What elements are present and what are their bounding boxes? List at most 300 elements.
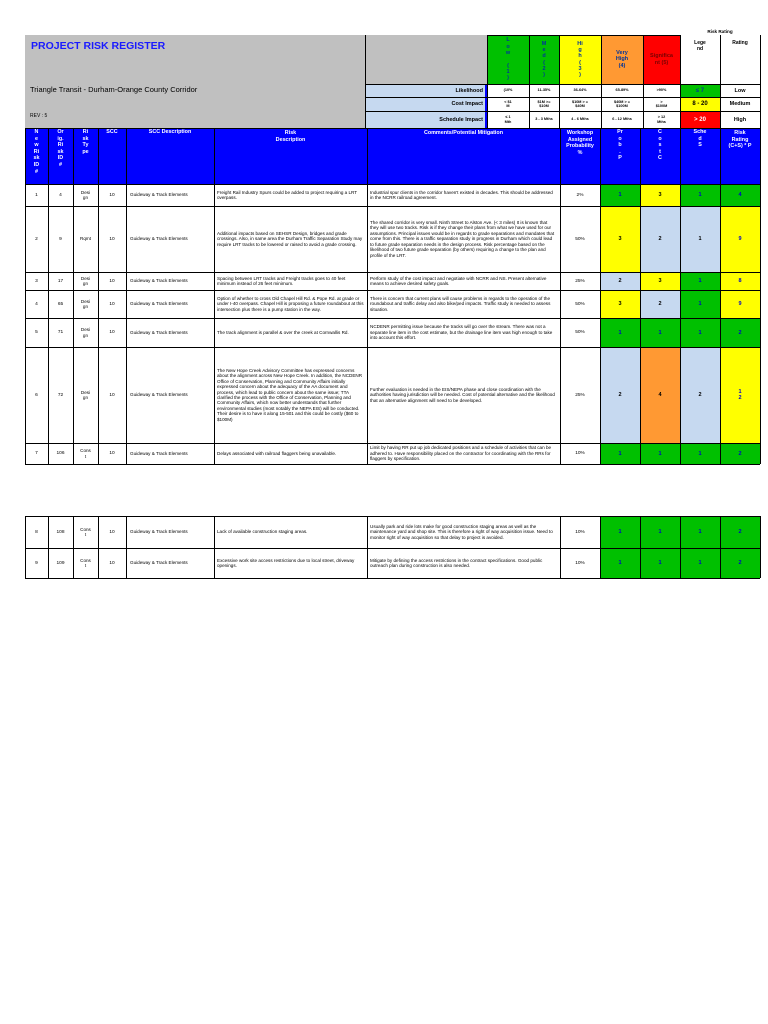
grid-line (600, 272, 601, 290)
probability-percent: 10% (575, 451, 585, 456)
scale-row-label: Schedule Impact (365, 111, 485, 128)
probability-score: 3 (600, 290, 640, 318)
risk-type: Rqmt (80, 236, 91, 242)
grid-line (126, 516, 127, 548)
grid-line (73, 272, 74, 290)
grid-line (760, 516, 761, 548)
scc-description: Guideway & Track Elements (130, 329, 188, 335)
grid-line (367, 272, 368, 290)
grid-line (720, 128, 721, 184)
risk-type: Cons t (80, 526, 91, 537)
grid-line (560, 290, 561, 318)
grid-line (367, 206, 368, 272)
legend-header: Lege nd (680, 35, 720, 84)
grid-line (600, 206, 601, 272)
grid-line (760, 206, 761, 272)
grid-line (680, 290, 681, 318)
scc-code: 10 (109, 330, 115, 335)
risk-mitigation: Mitigate by defining the access restrictions in the contract specifications. Good public outreach plan during construction is also needed. (370, 557, 543, 568)
grid-line (487, 35, 680, 36)
risk-orig-id: 9 (59, 236, 62, 242)
risk-description: The New Hope Creek Advisory Committee has expressed concerns about the alignment across New Hope Creek. In addition, the NCDENR Office of Conservation, Planning and Community Affairs initially expressed concern about the adequacy of the AA document and process, which lead to public concern about the same issue; TTA clarified the process with the Office of Conservation, Planning and Community Affairs, which now better understands that further environmental studies (most notably the NEPA EIS) will be conducted. Their desire is to have it along 15-501 and this could be costly ($60 to $100M) (217, 367, 363, 422)
risk-new-id: 5 (35, 330, 38, 335)
risk-mitigation: Industrial spur clients in the corridor haven't existed in decades. This should be addressed in the NCRR railroad agreement. (370, 189, 553, 200)
risk-rating-value: 8 (720, 272, 760, 290)
grid-line (640, 548, 641, 578)
grid-line (365, 111, 680, 112)
grid-line (487, 35, 488, 128)
grid-line (560, 318, 561, 347)
grid-line (25, 347, 26, 443)
grid-line (25, 290, 760, 291)
grid-line (760, 318, 761, 347)
grid-line (760, 548, 761, 578)
rating-title: Risk Rating (707, 29, 733, 34)
grid-line (73, 548, 74, 578)
scale-cell: 4 - 6 Mths (559, 111, 601, 128)
grid-line (600, 347, 601, 443)
scale-cell: >90% (643, 84, 680, 97)
schedule-score: 1 (680, 206, 720, 272)
grid-line (126, 548, 127, 578)
risk-rating-value: 9 (720, 290, 760, 318)
probability-score: 1 (600, 318, 640, 347)
grid-line (214, 443, 215, 464)
grid-line (760, 128, 761, 184)
schedule-score: 1 (680, 184, 720, 206)
cost-score: 2 (640, 290, 680, 318)
grid-line (214, 184, 215, 206)
cost-score: 3 (640, 272, 680, 290)
grid-line (214, 516, 215, 548)
column-header-cost: C o s t C (658, 129, 662, 162)
risk-description: Freight Rail Industry Spurs could be added to project requiring a LRT overpass. (217, 189, 358, 200)
grid-line (126, 347, 127, 443)
page-title: PROJECT RISK REGISTER (31, 40, 166, 52)
grid-line (640, 184, 641, 206)
scc-code: 10 (109, 236, 115, 242)
scc-description: Guideway & Track Elements (130, 236, 188, 242)
grid-line (98, 290, 99, 318)
scale-cell: 65-89% (601, 84, 643, 97)
scale-cell: < $1 M (487, 97, 529, 111)
grid-line (640, 128, 641, 184)
grid-line (680, 443, 681, 464)
grid-line (25, 128, 760, 129)
column-header-sched: Sche d S (693, 129, 707, 149)
probability-percent: 2% (576, 192, 584, 198)
column-header-new-id: N e w Ri sk ID # (33, 129, 40, 175)
grid-line (365, 84, 680, 85)
legend-value: 8 - 20 (680, 97, 720, 111)
scc-code: 10 (109, 392, 115, 398)
grid-line (98, 206, 99, 272)
grid-line (640, 290, 641, 318)
scale-level-header: Very High (4) (601, 35, 643, 84)
grid-line (25, 184, 760, 185)
scale-cell: > $100M (643, 97, 680, 111)
grid-line (98, 272, 99, 290)
grid-line (98, 184, 99, 206)
grid-line (126, 206, 127, 272)
scc-description: Guideway & Track Elements (130, 192, 188, 198)
risk-orig-id: 72 (57, 392, 64, 398)
risk-orig-id: 4 (59, 192, 62, 198)
grid-line (720, 184, 721, 206)
grid-line (367, 290, 368, 318)
grid-line (48, 128, 49, 184)
grid-line (25, 318, 26, 347)
rating-level: High (720, 111, 760, 128)
scc-description: Guideway & Track Elements (130, 278, 188, 284)
grid-line (25, 464, 760, 465)
scale-cell: $1M >= $10M (529, 97, 559, 111)
grid-line (48, 347, 49, 443)
grid-line (643, 35, 644, 128)
risk-orig-id: 106 (56, 451, 65, 456)
risk-rating-value: 2 (720, 516, 760, 548)
grid-line (48, 443, 49, 464)
grid-line (214, 272, 215, 290)
scale-row-label: Cost Impact (365, 97, 485, 111)
grid-line (48, 290, 49, 318)
grid-line (73, 184, 74, 206)
grid-line (25, 548, 760, 549)
grid-line (640, 318, 641, 347)
grid-line (73, 347, 74, 443)
grid-line (25, 548, 26, 578)
risk-new-id: 4 (35, 301, 38, 307)
risk-type: Cons t (80, 557, 91, 568)
risk-orig-id: 65 (57, 301, 64, 307)
probability-score: 1 (600, 548, 640, 578)
grid-line (25, 318, 760, 319)
scale-cell: > 12 Mths (643, 111, 680, 128)
probability-percent: 10% (575, 529, 585, 535)
grid-line (25, 128, 26, 184)
risk-orig-id: 109 (56, 560, 65, 566)
schedule-score: 1 (680, 516, 720, 548)
grid-line (600, 443, 601, 464)
grid-line (214, 318, 215, 347)
risk-rating-value: 2 (720, 443, 760, 464)
grid-line (559, 35, 560, 128)
scale-level-header: Hi g h ( 3 ) (559, 35, 601, 84)
grid-line (760, 290, 761, 318)
risk-new-id: 6 (35, 392, 38, 398)
grid-line (680, 206, 681, 272)
grid-line (720, 443, 721, 464)
rating-level: Medium (720, 97, 760, 111)
risk-mitigation: Usually park and ride lots make for good construction staging areas as well as the maintenance yard and shop site. This is therefore a right of way acquisition issue. Need to monitor right of way acquisition so that delay to project is avoided. (370, 523, 553, 540)
grid-line (640, 347, 641, 443)
risk-mitigation: NCDENR permitting issue because the tracks will go over the stream. There was not a separate line item in the cost estimate, but the drainage line item was high enough to take into account this effort. (370, 324, 553, 341)
grid-line (760, 184, 761, 206)
grid-line (48, 272, 49, 290)
scc-description: Guideway & Track Elements (130, 560, 188, 566)
grid-line (365, 35, 366, 128)
grid-line (560, 184, 561, 206)
grid-line (25, 206, 26, 272)
grid-line (25, 347, 760, 348)
grid-line (25, 272, 760, 273)
risk-rating-value: 2 (720, 318, 760, 347)
risk-description: Spacing between LRT tracks and Freight tracks goes to 40 feet minimum instead of 26 feet minimum. (217, 275, 346, 286)
probability-score: 2 (600, 347, 640, 443)
scale-cell: ≤ 1 Mth (487, 111, 529, 128)
schedule-score: 1 (680, 272, 720, 290)
grid-line (720, 272, 721, 290)
grid-line (126, 128, 127, 184)
probability-score: 3 (600, 206, 640, 272)
risk-description: Option of whether to cross Old Chapel Hill Rd. & Pope Rd. at grade or under I-40 overpass. Chapel Hill is proposing a future roundabout at this intersection plus there is a pump station in the way. (217, 295, 364, 312)
grid-line (560, 206, 561, 272)
grid-line (560, 443, 561, 464)
grid-line (98, 128, 99, 184)
grid-line (760, 443, 761, 464)
grid-line (367, 548, 368, 578)
risk-orig-id: 108 (56, 529, 65, 535)
scale-cell: (10% (487, 84, 529, 97)
grid-line (73, 128, 74, 184)
cost-score: 1 (640, 516, 680, 548)
rating-header: Rating (720, 35, 760, 84)
grid-line (560, 272, 561, 290)
grid-line (720, 206, 721, 272)
risk-description: Additional impacts based on SEHSR Design, bridges and grade crossings. Also, in same area the Durham Traffic Separation Study may require LRT tracks to be lowered or raised to avoid a grade crossing. (217, 230, 363, 247)
grid-line (760, 35, 761, 128)
scc-description: Guideway & Track Elements (130, 450, 188, 456)
scale-cell: $10M > = $40M (559, 97, 601, 111)
grid-line (214, 548, 215, 578)
grid-line (760, 272, 761, 290)
grid-line (367, 516, 368, 548)
grid-line (600, 318, 601, 347)
risk-new-id: 8 (35, 529, 38, 535)
grid-line (98, 443, 99, 464)
column-header-scc-desc: SCC Description (148, 129, 192, 135)
grid-line (680, 272, 681, 290)
legend-value: ≤ 7 (680, 84, 720, 97)
grid-line (365, 97, 680, 98)
grid-line (48, 548, 49, 578)
scc-code: 10 (109, 451, 115, 456)
risk-new-id: 9 (35, 560, 38, 566)
probability-score: 1 (600, 443, 640, 464)
grid-line (560, 516, 561, 548)
grid-line (48, 318, 49, 347)
risk-type: Desi gn (80, 327, 91, 338)
grid-line (98, 516, 99, 548)
grid-line (25, 443, 760, 444)
grid-line (25, 290, 26, 318)
grid-line (680, 516, 681, 548)
grid-line (640, 443, 641, 464)
schedule-score: 1 (680, 290, 720, 318)
cost-score: 2 (640, 206, 680, 272)
grid-line (529, 35, 530, 128)
schedule-score: 1 (680, 443, 720, 464)
column-header-prob: Workshop Assigned Probability % (566, 130, 594, 156)
risk-mitigation: Further evaluation is needed in the EIS/NEPA phase and close coordination with the authorities having jurisdiction will be needed. Cost of potential alternative and the likelihood that an alternative alignment will need to be developed. (370, 386, 555, 403)
grid-line (25, 272, 26, 290)
grid-line (98, 548, 99, 578)
grid-line (73, 206, 74, 272)
grid-line (98, 347, 99, 443)
risk-new-id: 3 (35, 278, 38, 284)
scale-level-header: M e d ( 2 ) (529, 35, 559, 84)
schedule-score: 1 (680, 318, 720, 347)
grid-line (48, 516, 49, 548)
grid-line (48, 206, 49, 272)
grid-line (367, 128, 368, 184)
risk-orig-id: 71 (57, 330, 64, 335)
grid-line (214, 206, 215, 272)
probability-percent: 25% (575, 392, 585, 398)
grid-line (25, 516, 760, 517)
cost-score: 4 (640, 347, 680, 443)
grid-line (126, 184, 127, 206)
probability-percent: 50% (575, 330, 585, 335)
scale-cell: 36-64% (559, 84, 601, 97)
risk-new-id: 7 (35, 451, 38, 456)
grid-line (367, 318, 368, 347)
risk-new-id: 2 (35, 236, 38, 242)
grid-line (367, 184, 368, 206)
cost-score: 3 (640, 184, 680, 206)
cost-score: 1 (640, 443, 680, 464)
risk-type: Desi gn (80, 389, 91, 400)
grid-line (600, 184, 601, 206)
risk-rating-value: 2 (720, 548, 760, 578)
probability-percent: 10% (575, 560, 585, 566)
grid-line (680, 347, 681, 443)
grid-line (640, 516, 641, 548)
risk-mitigation: Perform study of the cost impact and negotiate with NCRR and NS. Present alternative means to achieve desired safety goals. (370, 275, 547, 286)
grid-line (98, 318, 99, 347)
grid-line (600, 128, 601, 184)
grid-line (600, 516, 601, 548)
grid-line (560, 548, 561, 578)
risk-description: Excessive work site access restrictions due to local street, driveway openings. (217, 557, 355, 568)
grid-line (73, 290, 74, 318)
scale-level-header: L o w ( 1 ) (487, 35, 529, 84)
risk-type: Cons t (80, 448, 91, 459)
grid-line (680, 128, 681, 184)
scc-description: Guideway & Track Elements (130, 301, 188, 307)
grid-line (25, 443, 26, 464)
grid-line (126, 290, 127, 318)
grid-line (214, 290, 215, 318)
probability-score: 1 (600, 516, 640, 548)
grid-line (680, 318, 681, 347)
schedule-score: 1 (680, 548, 720, 578)
revision-label: REV : 5 (30, 113, 48, 119)
probability-percent: 50% (575, 301, 585, 307)
scc-description: Guideway & Track Elements (130, 529, 188, 535)
grid-line (600, 548, 601, 578)
column-header-risk-desc: Risk Description (275, 130, 306, 143)
column-header-scc: SCC (106, 129, 118, 135)
project-subtitle: Triangle Transit - Durham-Orange County Corridor (30, 85, 198, 94)
grid-line (25, 578, 760, 579)
grid-line (73, 516, 74, 548)
grid-line (760, 347, 761, 443)
grid-line (720, 318, 721, 347)
risk-rating-value: 1 2 (720, 347, 760, 443)
grid-line (48, 184, 49, 206)
cost-score: 1 (640, 548, 680, 578)
scc-description: Guideway & Track Elements (130, 392, 188, 398)
column-header-risk-type: Ri sk Ty pe (82, 129, 89, 155)
risk-description: Lack of available construction staging areas. (217, 529, 308, 535)
probability-percent: 50% (575, 236, 585, 242)
legend-value: > 20 (680, 111, 720, 128)
column-header-orig-id: Or ig. Ri sk ID # (57, 129, 64, 168)
scale-cell: 3 - 3 Mths (529, 111, 559, 128)
grid-line (367, 443, 368, 464)
scc-code: 10 (109, 560, 115, 566)
risk-description: The track alignment is parallel & over the creek at Cornwallis Rd. (217, 329, 349, 335)
scc-code: 10 (109, 278, 115, 284)
risk-type: Desi gn (80, 189, 91, 200)
risk-description: Delays associated with railroad flaggers being unavailable. (217, 450, 337, 456)
scc-code: 10 (109, 301, 115, 307)
risk-new-id: 1 (35, 192, 38, 198)
grid-line (126, 272, 127, 290)
scale-level-header: Significa nt (5) (643, 35, 680, 84)
risk-type: Desi gn (80, 275, 91, 286)
grid-line (720, 347, 721, 443)
risk-rating-value: 9 (720, 206, 760, 272)
grid-line (680, 35, 681, 128)
column-header-p: Pr o b . P (617, 129, 623, 162)
grid-line (601, 35, 602, 128)
probability-score: 1 (600, 184, 640, 206)
column-header-rating: Risk Rating (C+S) * P (728, 130, 752, 150)
grid-line (560, 128, 561, 184)
schedule-score: 2 (680, 347, 720, 443)
risk-type: Desi gn (80, 298, 91, 309)
risk-mitigation: The shared corridor is very small. Ninth Street to Alston Ave. (< 3 miles) It is known that they will use two tracks. Risk is if they change their plans from what we have used for our assumptions. Principal issues would be in regards to grade separations and mandates that come from this. There is a traffic separation study in progress in Durham which could lead to future grade separation needs in the design process. Risk percentage based on the likelihood of two future grade separation (by others) requiring a change to the plan and profile of the LRT. (370, 220, 555, 258)
risk-mitigation: Limit by having RR put up job dedicated positions and a schedule of activities that can be adhered to. Have responsibility placed on the contractor for coordinating with the RRs for flaggers by specification. (370, 445, 552, 462)
scale-cell: 11-35% (529, 84, 559, 97)
grid-line (25, 184, 26, 206)
probability-percent: 25% (575, 278, 585, 284)
scale-cell: 6 - 12 Mths (601, 111, 643, 128)
scc-code: 10 (109, 529, 115, 535)
scale-cell: $40M > = $100M (601, 97, 643, 111)
grid-line (73, 443, 74, 464)
grid-line (367, 347, 368, 443)
grid-line (214, 128, 215, 184)
grid-line (25, 516, 26, 548)
grid-line (720, 35, 721, 128)
grid-line (214, 347, 215, 443)
grid-line (720, 516, 721, 548)
grid-line (126, 443, 127, 464)
grid-line (126, 318, 127, 347)
column-header-comments: Comments/Potential Mitigation (423, 130, 504, 136)
grid-line (680, 184, 681, 206)
rating-level: Low (720, 84, 760, 97)
grid-line (640, 272, 641, 290)
grid-line (25, 206, 760, 207)
grid-line (720, 290, 721, 318)
grid-line (600, 290, 601, 318)
scc-code: 10 (109, 192, 115, 198)
cost-score: 1 (640, 318, 680, 347)
